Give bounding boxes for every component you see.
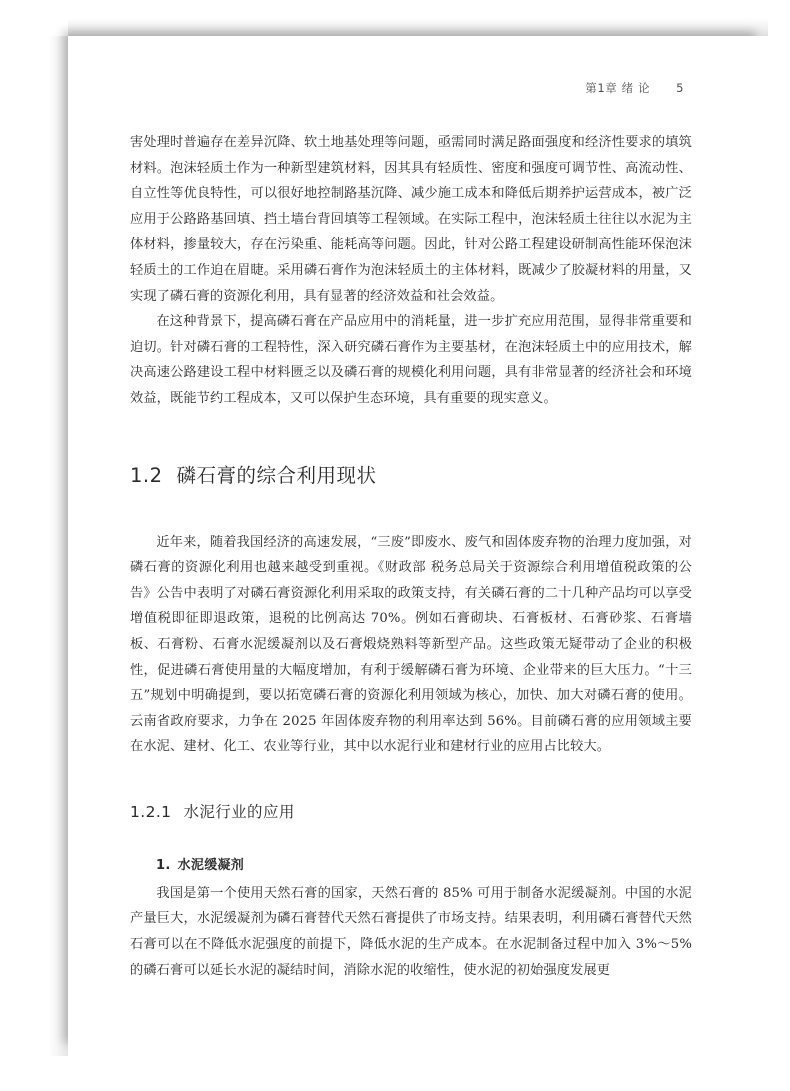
- section-heading-1-2: [130, 460, 692, 488]
- subsection-title: 水泥行业的应用: [183, 802, 295, 821]
- page-shadow-left: [48, 36, 70, 1056]
- document-page: [68, 36, 768, 1056]
- subsection-number: 1.2.1: [130, 802, 172, 821]
- page-body: [130, 130, 692, 983]
- paragraph-policy-overview: 近年来，随着我国经济的高速发展，“三废”即废水、废气和固体废弃物的治理力度加强，对磷石膏的资源化利用也越来越受到重视。《财政部 税务总局关于资源综合利用增值税政策的公告》公告中表明了对磷石膏资源化利用采取的政策支持，有关磷石膏的二十几种产品均可以享受增值税即征即退政策，退税的比例高达 70%。例如石膏砌块、石膏板材、石膏砂浆、石膏墙板、石膏粉、石膏水泥缓凝剂以及石膏煅烧熟料等新型产品。这些政策无疑带动了企业的积极性，促进磷石膏使用量的大幅度增加，有利于缓解磷石膏为环境、企业带来的巨大压力。“十三五”规划中明确提到，要以拓宽磷石膏的资源化利用领域为核心，加快、加大对磷石膏的使用。云南省政府要求，力争在 2025 年固体废弃物的利用率达到 56%。目前磷石膏的应用领域主要在水泥、建材、化工、农业等行业，其中以水泥行业和建材行业的应用占比较大。: [130, 534, 692, 755]
- paragraph-intro-continued: 害处理时普遍存在差异沉降、软土地基处理等问题，亟需同时满足路面强度和经济性要求的填筑材料。泡沫轻质土作为一种新型建筑材料，因其具有轻质性、密度和强度可调节性、高流动性、自立性等优良特性，可以很好地控制路基沉降、减少施工成本和降低后期养护运营成本，被广泛应用于公路路基回填、挡土墙台背回填等工程领域。在实际工程中，泡沫轻质土往往以水泥为主体材料，掺量较大，存在污染重、能耗高等问题。因此，针对公路工程建设研制高性能环保泡沫轻质土的工作迫在眉睫。采用磷石膏作为泡沫轻质土的主体材料，既减少了胶凝材料的用量，又实现了磷石膏的资源化利用，具有显著的经济效益和社会效益。: [130, 135, 692, 304]
- item-number: 1.: [156, 857, 171, 873]
- page-number: 5: [676, 81, 684, 95]
- spacer-after-item: [130, 873, 692, 881]
- spacer-before-subsection: [130, 760, 692, 800]
- section-title: 磷石膏的综合利用现状: [176, 463, 377, 487]
- spacer-before-section: [130, 412, 692, 460]
- page-shadow-top: [68, 18, 768, 38]
- paragraph-background: 在这种背景下，提高磷石膏在产品应用中的消耗量，进一步扩充应用范围，显得非常重要和迫切。针对磷石膏的工程特性，深入研究磷石膏作为主要基材，在泡沫轻质土中的应用技术，解决高速公路建设工程中材料匮乏以及磷石膏的规模化利用问题，具有非常显著的经济社会和环境效益，既能节约工程成本，又可以保护生态环境，具有重要的现实意义。: [130, 314, 692, 406]
- running-head-chapter: 第1章 绪 论: [585, 81, 651, 95]
- section-number: 1.2: [130, 463, 163, 487]
- paragraph-cement-retarder: 我国是第一个使用天然石膏的国家，天然石膏的 85% 可用于制备水泥缓凝剂。中国的水泥产量巨大，水泥缓凝剂为磷石膏替代天然石膏提供了市场支持。结果表明，利用磷石膏替代天然石膏可以在不降低水泥强度的前提下，降低水泥的生产成本。在水泥制备过程中加入 3%～5% 的磷石膏可以延长水泥的凝结时间，消除水泥的收缩性，使水泥的初始强度发展更: [130, 885, 692, 978]
- running-head: [68, 80, 768, 96]
- item-title: 水泥缓凝剂: [177, 857, 245, 873]
- subsection-heading-1-2-1: [130, 800, 692, 822]
- spacer-after-section: [130, 488, 692, 530]
- item-heading-1: [130, 854, 692, 873]
- spacer-after-subsection: [130, 822, 692, 854]
